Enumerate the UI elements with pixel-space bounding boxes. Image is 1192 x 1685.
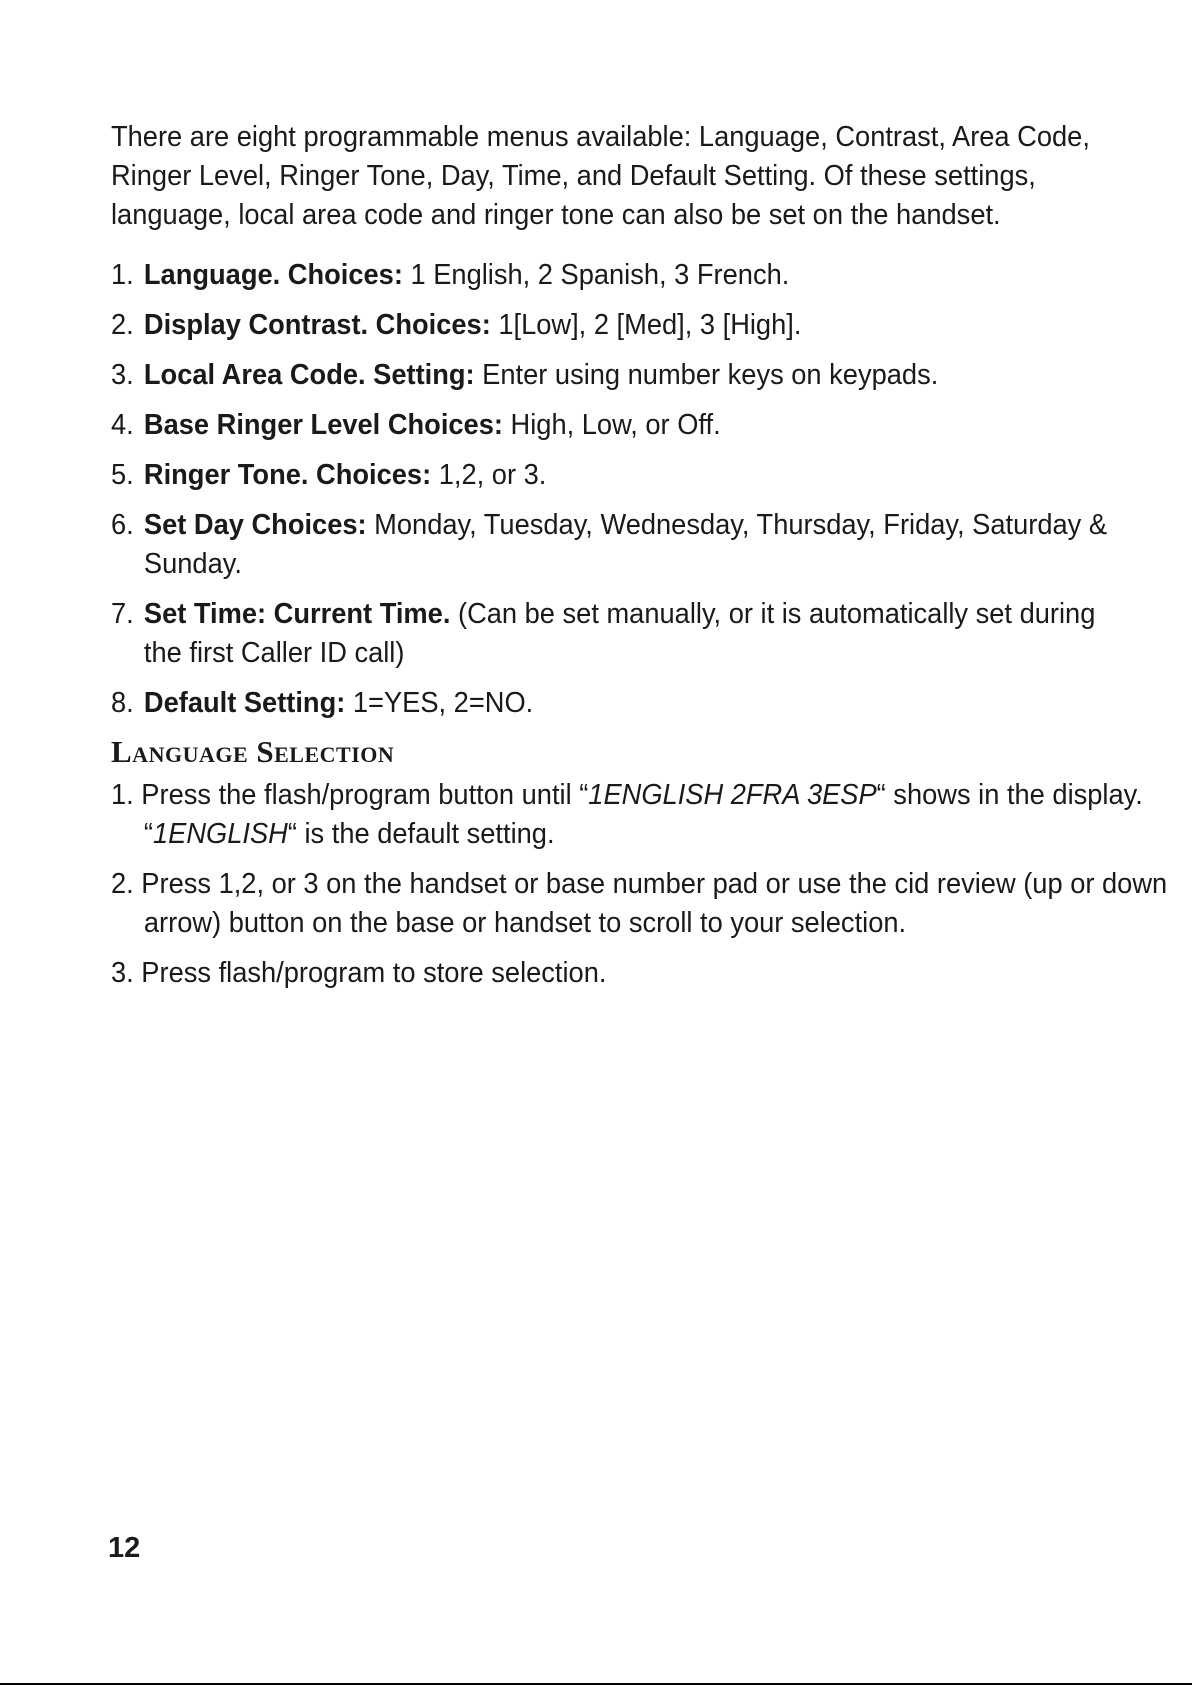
menu-list: [111, 256, 1121, 723]
item-text: 1=YES, 2=NO.: [345, 687, 534, 719]
item-text: 1,2, or 3.: [431, 459, 547, 491]
menu-item-default-setting: [111, 684, 1122, 723]
item-label: Set Day Choices:: [143, 509, 367, 541]
step-text: 1. Press the flash/program button until “: [111, 779, 589, 811]
menu-item-language: [111, 256, 1122, 295]
item-number: 5.: [111, 459, 134, 491]
display-text: 1ENGLISH 2FRA 3ESP: [588, 779, 877, 811]
display-text: 1ENGLISH: [152, 818, 288, 850]
item-number: 2.: [111, 309, 134, 341]
item-text: Enter using number keys on keypads.: [474, 359, 939, 391]
item-number: 4.: [111, 409, 134, 441]
item-label: Base Ringer Level Choices:: [143, 409, 503, 441]
step-text: “ is the default setting.: [287, 818, 555, 850]
item-label: Ringer Tone. Choices:: [143, 459, 432, 491]
item-text: Monday, Tuesday, Wednesday, Thursday, Friday, Saturday & Sunday.: [143, 509, 1108, 580]
item-number: 6.: [111, 509, 134, 541]
step-3: 3. Press flash/program to store selection.: [111, 957, 607, 989]
menu-item-set-time: [111, 595, 1122, 673]
item-number: 8.: [111, 687, 134, 719]
menu-item-set-day: [111, 506, 1122, 584]
item-label: Display Contrast. Choices:: [143, 309, 491, 341]
item-number: 3.: [111, 359, 134, 391]
section-heading: Language Selection: [111, 734, 395, 769]
steps-list: [111, 776, 1168, 993]
step-2: 2. Press 1,2, or 3 on the handset or base number pad or use the cid review (up or down arrow) button on the base or handset to scroll to your selection.: [111, 868, 1168, 939]
page-number: 12: [108, 1532, 141, 1564]
item-label: Language. Choices:: [143, 259, 403, 291]
menu-item-ringer-tone: [111, 456, 1122, 495]
page-content: [111, 118, 1168, 1004]
item-label: Default Setting:: [143, 687, 346, 719]
step-1: [111, 776, 1169, 854]
item-text: 1[Low], 2 [Med], 3 [High].: [490, 309, 802, 341]
item-text: (Can be set manually, or it is automatically set during the first Caller ID call): [143, 598, 1096, 669]
menu-item-base-ringer-level: [111, 406, 1122, 445]
step-text: “ shows in the display. “: [143, 779, 1143, 850]
item-label: Set Time: Current Time.: [143, 598, 451, 630]
item-number: 7.: [111, 598, 134, 630]
intro-paragraph: There are eight programmable menus available: Language, Contrast, Area Code, Ringer Level, Ringer Tone, Day, Time, and Default Setting. Of these settings, language, local area code and ringer tone can also be set on the handset.: [111, 121, 1090, 231]
item-number: 1.: [111, 259, 134, 291]
item-label: Local Area Code. Setting:: [143, 359, 475, 391]
item-text: 1 English, 2 Spanish, 3 French.: [402, 259, 790, 291]
item-text: High, Low, or Off.: [502, 409, 721, 441]
menu-item-display-contrast: [111, 306, 1122, 345]
menu-item-local-area-code: [111, 356, 1122, 395]
